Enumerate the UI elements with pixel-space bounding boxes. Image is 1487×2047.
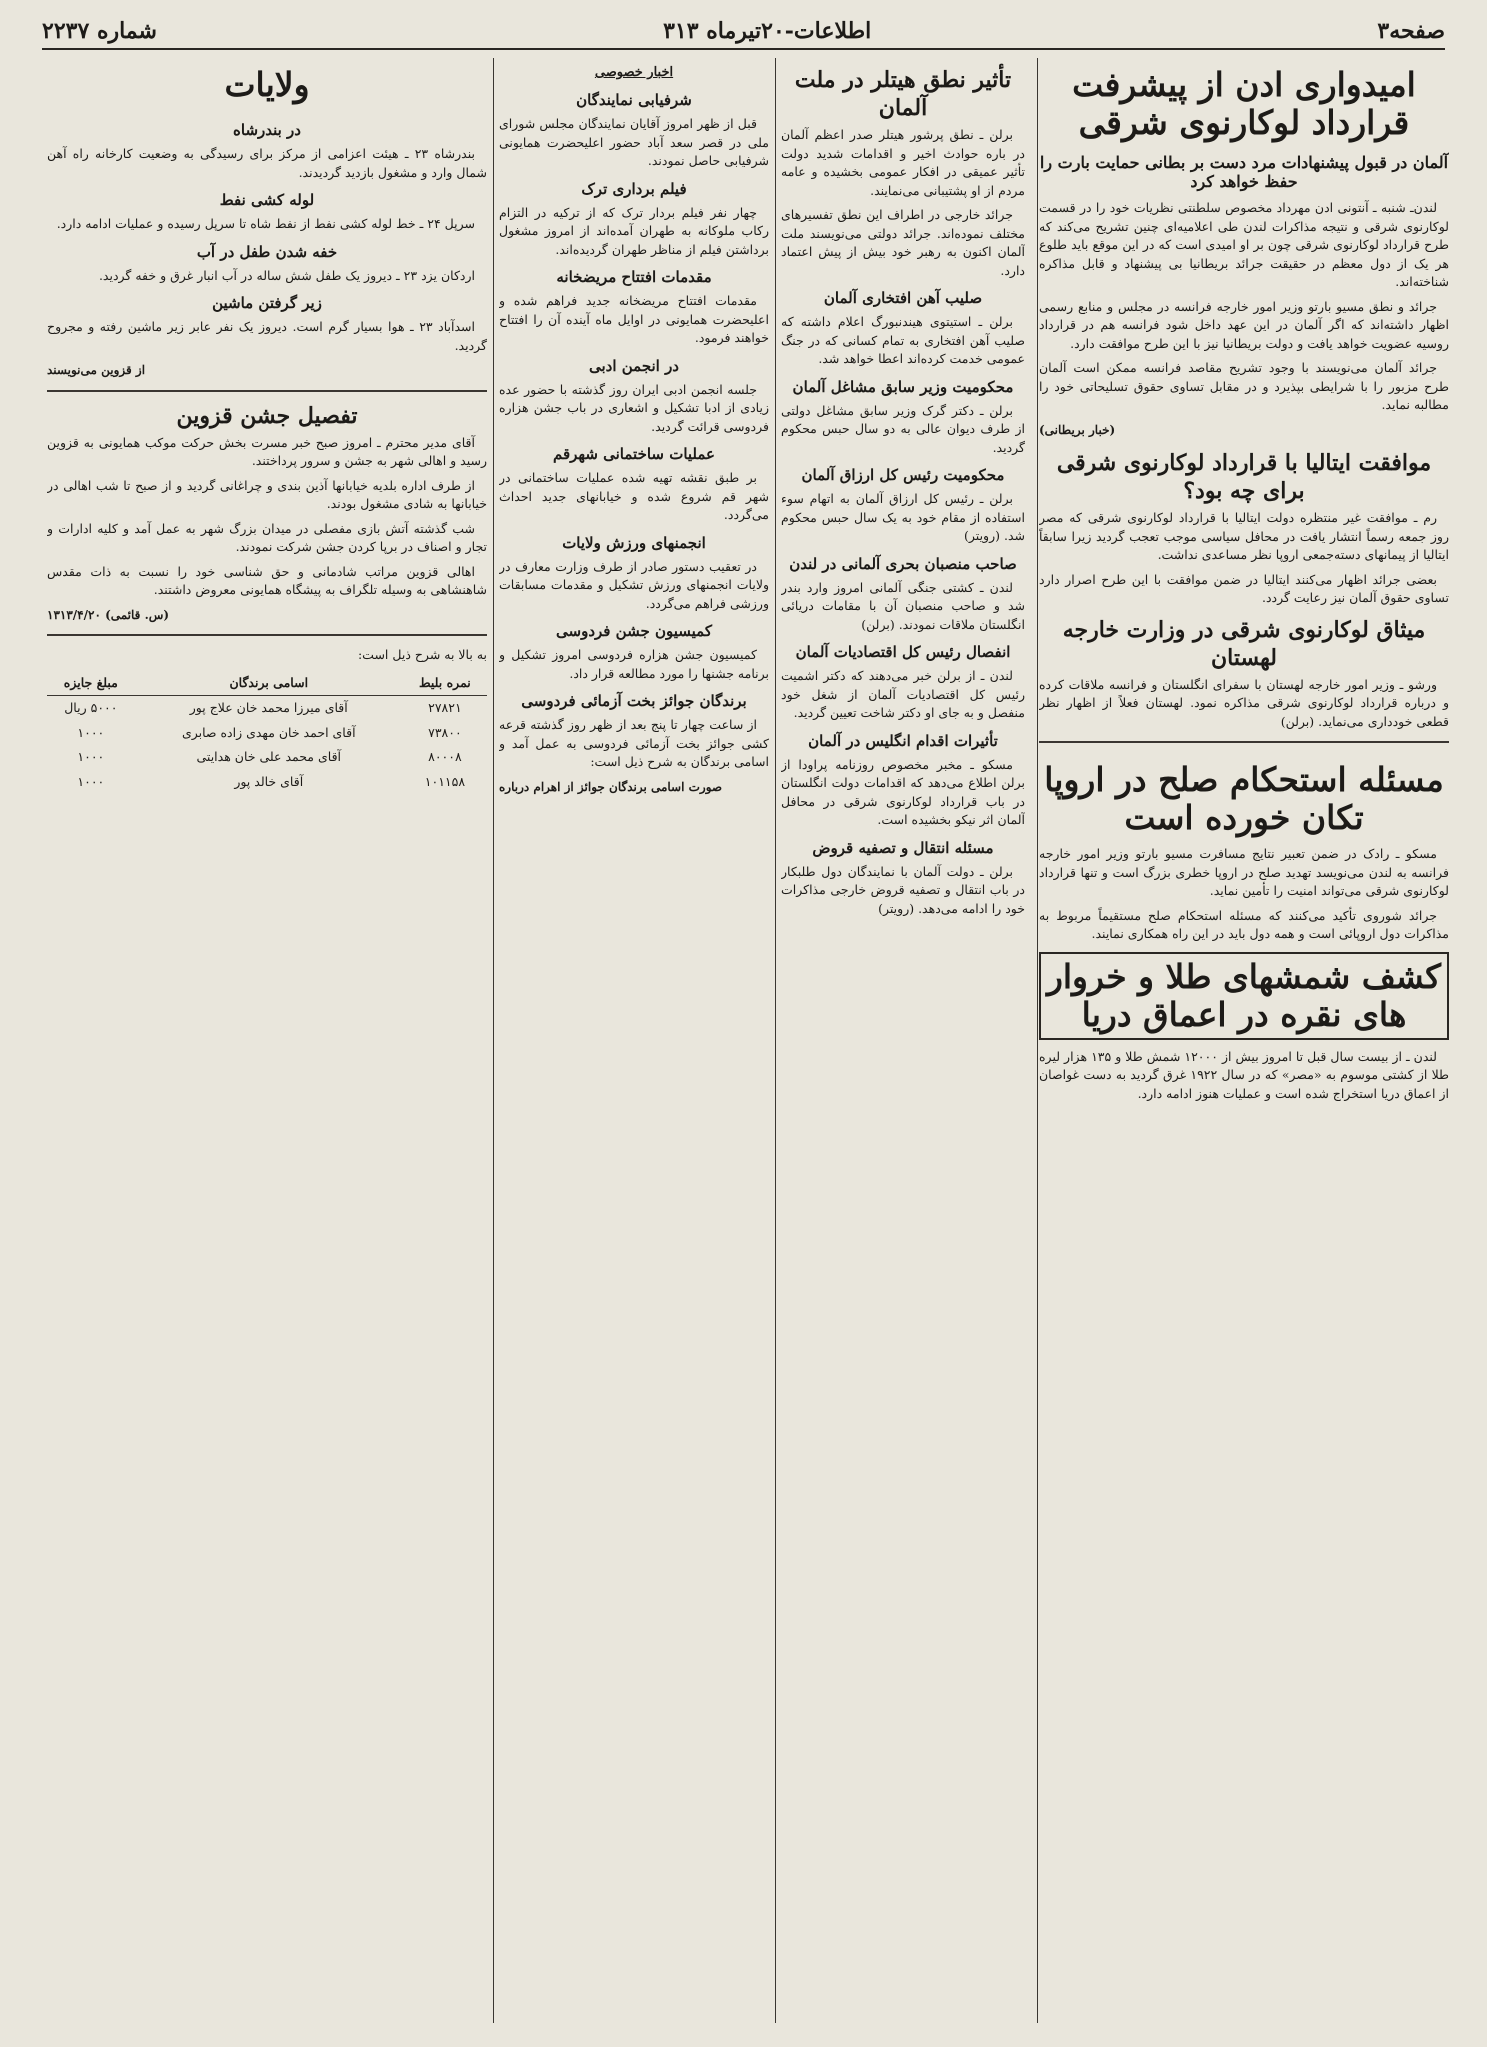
section-heading: صلیب آهن افتخاری آلمان xyxy=(823,289,983,307)
column-rule xyxy=(1037,58,1038,2023)
masthead xyxy=(42,14,1445,50)
article-paragraph: از طرف اداره بلدیه خیابانها آذین بندی و چراغانی گردید و از صبح تا شب اهالی در خیابانها به شادی مشغول بودند. xyxy=(47,477,487,511)
table-cell: ۷۳۸۰۰ xyxy=(428,724,462,740)
page-number: صفحه۳ xyxy=(1377,18,1445,44)
section-heading: خفه شدن طفل در آب xyxy=(196,242,338,261)
section-heading: عملیات ساختمانی شهرقم xyxy=(552,445,716,463)
table-row xyxy=(47,696,487,721)
column-private-news xyxy=(499,58,769,2027)
article-paragraph: قبل از ظهر امروز آقایان نمایندگان مجلس شورای ملی در قصر سعد آباد حضور اعلیحضرت همایونی شرفیابی حاصل نمودند. xyxy=(499,116,769,168)
divider xyxy=(47,634,487,636)
headline-poland: میثاق لوکارنوی شرقی در وزارت خارجه لهستان xyxy=(1062,616,1426,671)
article-paragraph: جرائد شوروی تأکید می‌کنند که مسئله استحکام صلح مستقیماً مربوط به مذاکرات دول اروپائی است و همه دول باید در این راه همکاری نمایند. xyxy=(1039,907,1449,941)
table-cell: آقای خالد پور xyxy=(234,773,304,789)
news-source: از قزوین می‌نویسند xyxy=(47,363,146,377)
issue-number: شماره ۲۲۳۷ xyxy=(42,18,157,44)
table-cell: ۱۰۰۰ xyxy=(77,773,105,789)
headline-gold-discovery: کشف شمشهای طلا و خروار های نقره در اعماق دریا xyxy=(1039,952,1449,1040)
section-heading: در بندرشاه xyxy=(233,121,301,139)
article-paragraph: جرائد و نطق مسیو بارتو وزیر امور خارجه فرانسه در مجلس و منابع رسمی اظهار داشته‌اند که اگر آلمان در این عهد داخل شود فرانسه هم در قرارداد روسیه عضویت خواهد یافت و دولت بریطانیا نیز با این طرح موافقت دارد. xyxy=(1039,298,1449,351)
column-header: نمره بلیط xyxy=(403,671,487,696)
article-paragraph: برلن ـ دولت آلمان با نمایندگان دول طلبکار در باب انتقال و تصفیه قروض خارجی مذاکرات خود را ادامه می‌دهد. (رویتر) xyxy=(781,863,1025,916)
section-heading: انفصال رئیس کل اقتصادیات آلمان xyxy=(795,643,1011,661)
section-heading: تأثیرات اقدام انگلیس در آلمان xyxy=(808,731,998,750)
article-paragraph: برلن ـ دکتر گرک وزیر سابق مشاغل دولتی از طرف دیوان عالی به دو سال حبس محکوم گردید. xyxy=(781,402,1025,455)
section-heading: زیر گرفتن ماشین xyxy=(212,294,322,312)
column-header: مبلغ جایزه xyxy=(47,671,135,696)
article-paragraph: برلن ـ استیتوی هیندنبورگ اعلام داشته که صلیب آهن افتخاری به تمام کسانی که در جنگ عمومی خدمت کرده‌اند اعطا خواهد شد. xyxy=(781,314,1025,366)
newspaper-date: اطلاعات-۲۰تیرماه ۳۱۳ xyxy=(663,18,872,44)
column-rule xyxy=(775,58,776,2023)
article-paragraph: لندن ـ از برلن خبر می‌دهند که دکتر اشمیت رئیس کل اقتصادیات آلمان از شغل خود منفصل و به جای او دکتر شاخت تعیین گردید. xyxy=(781,668,1025,720)
column-germany xyxy=(781,58,1025,2027)
section-heading: در انجمن ادبی xyxy=(588,356,679,375)
article-paragraph: لندن ـ از بیست سال قبل تا امروز بیش از ۱۲۰۰۰ شمش طلا و ۱۳۵ هزار لیره طلا از کشتی موسوم به «مصر» که در سال ۱۹۲۲ غرق گردید به دست غواصان از اعماق دریا استخراج شده است و عملیات هنوز ادامه دارد. xyxy=(1039,1048,1449,1101)
article-paragraph: در تعقیب دستور صادر از طرف وزارت معارف در ولایات انجمنهای ورزش تشکیل و مقدمات مسابقات ورزشی فراهم می‌گردد. xyxy=(499,558,769,611)
table-cell: ۲۷۸۲۱ xyxy=(428,700,462,715)
article-paragraph: اردکان یزد ۲۳ ـ دیروز یک طفل شش ساله در آب انبار غرق و خفه گردید. xyxy=(98,267,475,283)
table-row xyxy=(47,721,487,746)
article-paragraph: رم ـ موافقت غیر منتظره دولت ایتالیا با قرارداد لوکارنوی شرقی که مصر روز جمعه رسماً انتشار یافت در محافل سیاسی موجب تعجب گردید زیرا سابقاً ایتالیا از پیمانهای دسته‌جمعی اروپا نظر مساعدی نداشت. xyxy=(1039,510,1449,562)
table-cell: ۱۰۰۰ xyxy=(77,724,105,740)
article-paragraph: لندن ـ کشتی جنگی آلمانی امروز وارد بندر شد و صاحب منصبان آن با مقامات دریائی انگلستان ملاقات نمودند. (برلن) xyxy=(781,579,1025,632)
article-note: صورت اسامی برندگان جوائز از اهرام درباره xyxy=(499,779,723,794)
article-paragraph: شب گذشته آتش بازی مفصلی در میدان بزرگ شهر به عمل آمد و کلیه ادارات و تجار و اصناف در برپا کردن جشن شرکت نمودند. xyxy=(47,520,487,554)
divider xyxy=(47,390,487,392)
article-paragraph: جرائد خارجی در اطراف این نطق تفسیرهای مختلف نموده‌اند. جرائد دولتی می‌نویسند ملت آلمان اکنون به رهبر خود بیش از پیش اعتماد دارد. xyxy=(781,207,1025,278)
headline-qazvin-celebration: تفصیل جشن قزوین xyxy=(176,402,358,429)
lottery-winners-table xyxy=(47,671,487,795)
table-cell: آقای میرزا محمد خان علاج پور xyxy=(189,700,348,715)
article-paragraph: بعضی جرائد اظهار می‌کنند ایتالیا در ضمن موافقت با این طرح اصرار دارد تساوی حقوق آلمان نیز رعایت گردد. xyxy=(1039,571,1449,605)
section-heading: مسئله انتقال و تصفیه قروض xyxy=(812,838,994,857)
section-kicker: اخبار خصوصی xyxy=(594,65,674,80)
article-paragraph: جرائد آلمان می‌نویسند با وجود تشریح مقاصد فرانسه ممکن است آلمان طرح مزبور را با شرایطی بپذیرد و در مقابل تساوی حقوق تسلیحاتی خود را مطالبه نماید. xyxy=(1039,360,1449,412)
headline-peace-europe: مسئله استحکام صلح در اروپا تکان خورده است xyxy=(1044,760,1444,837)
table-cell: آقای محمد علی خان هدایتی xyxy=(196,749,342,764)
article-paragraph: بر طبق نقشه تهیه شده عملیات ساختمانی در شهر قم شروع شده و خیابانهای جدید احداث می‌گردد. xyxy=(499,470,769,522)
column-provinces xyxy=(47,58,487,2027)
table-cell: ۱۰۱۱۵۸ xyxy=(424,773,466,789)
section-heading: کمیسیون جشن فردوسی xyxy=(556,622,712,640)
lottery-intro: به بالا به شرح ذیل است: xyxy=(357,647,487,662)
headline-italy: موافقت ایتالیا با قرارداد لوکارنوی شرقی برای چه بود؟ xyxy=(1056,450,1432,504)
column-foreign-news xyxy=(1039,58,1449,2027)
article-paragraph: سرپل ۲۴ ـ خط لوله کشی نفط از نفط شاه تا سرپل رسیده و عملیات ادامه دارد. xyxy=(56,216,475,231)
news-source: (خبار بریطانی) xyxy=(1039,422,1116,437)
article-paragraph: جلسه انجمن ادبی ایران روز گذشته با حضور عده زیادی از ادبا تشکیل و اشعاری در باب جشن هزاره فردوسی قرائت گردید. xyxy=(499,381,769,434)
headline-hitler-speech: تأثیر نطق هیتلر در ملت آلمان xyxy=(794,67,1012,121)
article-paragraph: مسکو ـ مخبر مخصوص روزنامه پراودا از برلن اطلاع می‌دهد که اقدامات دولت انگلستان در باب قرارداد لوکارنوی شرقی در محافل آلمان اثر نیکو بخشیده است. xyxy=(781,756,1025,827)
article-paragraph: کمیسیون جشن هزاره فردوسی امروز تشکیل و برنامه جشنها را مورد مطالعه قرار داد. xyxy=(499,647,769,681)
table-cell: ۸۰۰۰۸ xyxy=(428,749,462,764)
headline-provinces: ولایات xyxy=(224,65,310,104)
table-row xyxy=(47,770,487,795)
article-paragraph: اسدآباد ۲۳ ـ هوا بسیار گرم است. دیروز یک نفر عابر زیر ماشین رفته و مجروح گردید. xyxy=(47,319,487,353)
section-heading: محکومیت وزیر سابق مشاغل آلمان xyxy=(792,377,1014,396)
section-heading: فیلم برداری ترک xyxy=(581,179,687,198)
article-paragraph: ورشو ـ وزیر امور خارجه لهستان با سفرای انگلستان و فرانسه ملاقات کرده و درباره قرارداد لوکارنوی شرقی مذاکره نمود. لهستان فعلاً از اظهار نظر قطعی خودداری می‌نماید. (برلن) xyxy=(1039,676,1449,729)
table-header-row xyxy=(47,671,487,696)
article-paragraph: مسکو ـ رادک در ضمن تعبیر نتایج مسافرت مسیو بارتو وزیر امور خارجه فرانسه به لندن می‌نویسد تهدید صلح در اروپا خطری بزرگ است و تنها قرارداد لوکارنوی شرقی می‌تواند امنیت را تأمین نماید. xyxy=(1039,846,1449,898)
article-paragraph: چهار نفر فیلم بردار ترک که از ترکیه در التزام رکاب ملوکانه به طهران آمده‌اند از امروز مشغول برداشتن فیلم از مناظر طهران گردیده‌اند. xyxy=(499,204,769,257)
article-paragraph: بندرشاه ۲۳ ـ هیئت اعزامی از مرکز برای رسیدگی به وضعیت کارخانه راه آهن شمال وارد و مشغول بازدید گردیدند. xyxy=(47,146,487,180)
article-deck: آلمان در قبول پیشنهادات مرد دست بر بطانی حمایت بارت را حفظ خواهد کرد xyxy=(1039,153,1449,191)
article-paragraph: برلن ـ رئیس کل ارزاق آلمان به اتهام سوء استفاده از مقام خود به یک سال حبس محکوم شد. (رویتر) xyxy=(781,491,1025,543)
section-heading: صاحب منصبان بحری آلمانی در لندن xyxy=(789,554,1017,573)
section-heading: لوله کشی نفط xyxy=(219,191,315,209)
section-heading: انجمنهای ورزش ولایات xyxy=(562,533,706,552)
divider xyxy=(1039,741,1449,743)
table-row xyxy=(47,745,487,770)
article-paragraph: از ساعت چهار تا پنج بعد از ظهر روز گذشته قرعه کشی جوائز بخت آزمائی فردوسی به عمل آمد و اسامی برندگان به شرح ذیل است: xyxy=(499,717,769,769)
section-heading: مقدمات افتتاح مریضخانه xyxy=(556,268,712,286)
headline-eastern-locarno: امیدواری ادن از پیشرفت قرارداد لوکارنوی شرقی xyxy=(1072,65,1416,142)
article-paragraph: مقدمات افتتاح مریضخانه جدید فراهم شده و اعلیحضرت همایونی در اوایل ماه آینده آن را افتتاح خواهند فرمود. xyxy=(499,293,769,345)
section-heading: شرفیابی نمایندگان xyxy=(576,91,692,109)
table-cell: ۱۰۰۰ xyxy=(77,749,105,764)
article-paragraph: آقای مدیر محترم ـ امروز صبح خبر مسرت بخش حرکت موکب همایونی به قزوین رسید و اهالی شهر به جشن و سرور پرداختند. xyxy=(47,434,487,468)
column-header: اسامی برندگان xyxy=(135,671,403,696)
table-cell: ۵۰۰۰ ریال xyxy=(64,700,118,715)
article-paragraph: لندن‌ـ شنبه ـ آنتونی ادن مهرداد مخصوص سلطنتی نظریات خود را در قسمت لوکارنوی شرقی و نتیجه مذاکرات لندن طی اعلامیه‌ای چنین تشریح می‌کند که طرح قرارداد لوکارنوی شرقی چون بر او امیدی است که در این موقع باید طلوع هر یک از دول معظم در حقیقت جرائد بریطانیا بی پیشنهاد و قابل مذاکره شناخته‌اند. xyxy=(1039,200,1449,289)
table-cell: آقای احمد خان مهدی زاده صابری xyxy=(181,724,356,740)
column-rule xyxy=(493,58,494,2023)
article-paragraph: اهالی قزوین مراتب شادمانی و حق شناسی خود را نسبت به ذات مقدس شاهنشاهی به وسیله تلگراف به پیشگاه همایونی معروض داشتند. xyxy=(47,563,487,597)
section-heading: محکومیت رئیس کل ارزاق آلمان xyxy=(801,466,1005,484)
author-signature: (س. قائمی) ۱۳۱۳/۴/۲۰ xyxy=(47,607,170,622)
article-paragraph: برلن ـ نطق پرشور هیتلر صدر اعظم آلمان در باره حوادث اخیر و اقدامات شدید دولت تأثیر عمیقی در افکار عمومی بخشیده و عامه مردم از او پشتیبانی می‌نمایند. xyxy=(781,127,1025,198)
section-heading: برندگان جوائز بخت آزمائی فردوسی xyxy=(521,692,747,710)
